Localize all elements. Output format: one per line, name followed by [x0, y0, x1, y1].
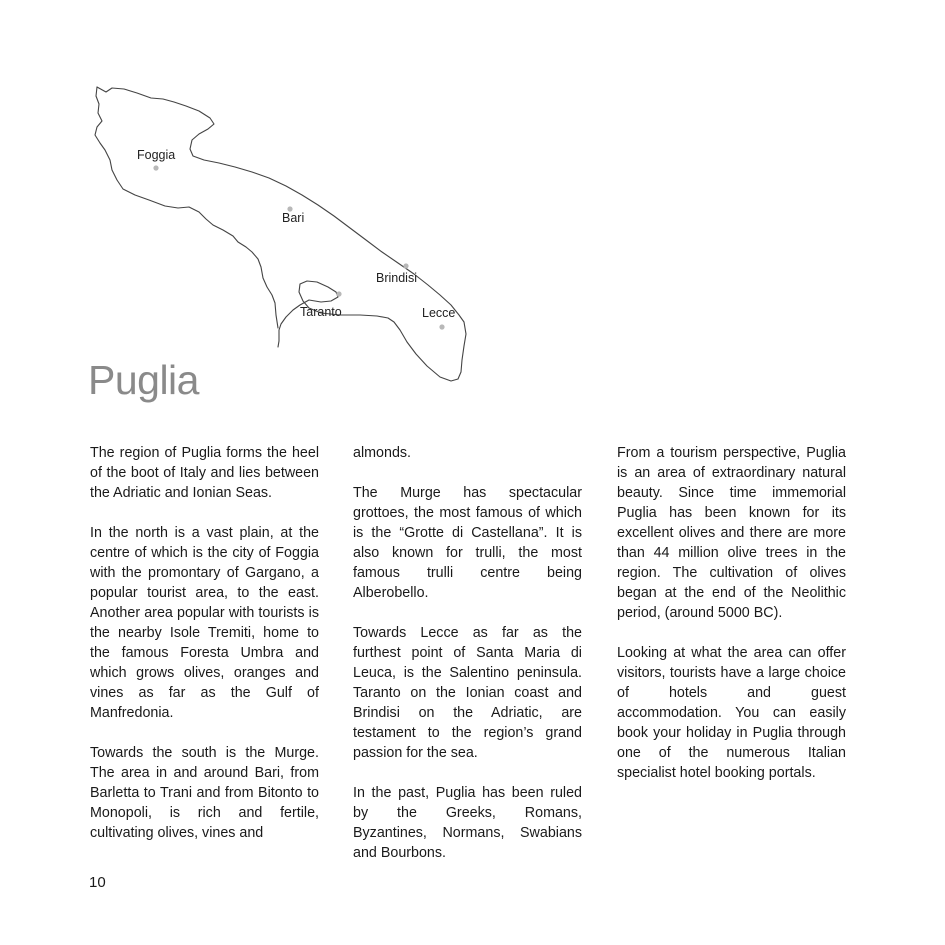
- paragraph: The region of Puglia forms the heel of the boot of Italy and lies between the Adriatic and Ionian Seas.: [90, 445, 319, 501]
- foggia-label: Foggia: [137, 148, 176, 162]
- page-number: 10: [89, 874, 106, 891]
- brindisi-marker: [403, 263, 408, 268]
- region-west-border: [95, 87, 278, 328]
- text-column-2: [353, 443, 582, 883]
- paragraph: Towards Lecce as far as the furthest point of Santa Maria di Leuca, is the Salentino peninsula. Taranto on the Ionian coast and Brindisi on the Adriatic, are testament to the region’s grand passion for the sea.: [353, 625, 582, 761]
- bari-label: Bari: [282, 211, 305, 225]
- region-outline: [97, 87, 466, 381]
- paragraph: In the past, Puglia has been ruled by the Greeks, Romans, Byzantines, Normans, Swabians and Bourbons.: [353, 785, 582, 861]
- text-column-3: [617, 443, 846, 803]
- text-column-1: [90, 443, 319, 863]
- brindisi-label: Brindisi: [376, 271, 417, 285]
- paragraph: In the north is a vast plain, at the centre of which is the city of Foggia with the promontary of Gargano, a popular tourist area, to the east. Another area popular with tourists is the nearby Isole Tremiti, home to the famous Foresta Umbra and which grows olives, oranges and vines as far as the Gulf of Manfredonia.: [90, 525, 319, 721]
- paragraph: Towards the south is the Murge. The area in and around Bari, from Barletta to Trani and from Bitonto to Monopoli, is rich and fertile, cultivating olives, vines and: [90, 745, 319, 841]
- page-title: Puglia: [88, 357, 199, 403]
- paragraph: almonds.: [353, 445, 412, 461]
- puglia-map: [0, 0, 945, 403]
- paragraph: From a tourism perspective, Puglia is an area of extraordinary natural beauty. Since time immemorial Puglia has been known for its excellent olives and there are more than 44 million olive trees in the region. The cultivation of olives began at the end of the Neolithic period, (around 5000 BC).: [617, 445, 846, 621]
- lecce-marker: [439, 324, 444, 329]
- taranto-marker: [336, 291, 341, 296]
- foggia-marker: [153, 165, 158, 170]
- taranto-label: Taranto: [300, 305, 342, 319]
- paragraph: Looking at what the area can offer visitors, tourists have a large choice of hotels and guest accommodation. You can easily book your holiday in Puglia through one of the numerous Italian specialist hotel booking portals.: [617, 645, 846, 781]
- lecce-label: Lecce: [422, 306, 456, 320]
- paragraph: The Murge has spectacular grottoes, the most famous of which is the “Grotte di Castellana”. It is also known for trulli, the most famous trulli centre being Alberobello.: [353, 485, 582, 601]
